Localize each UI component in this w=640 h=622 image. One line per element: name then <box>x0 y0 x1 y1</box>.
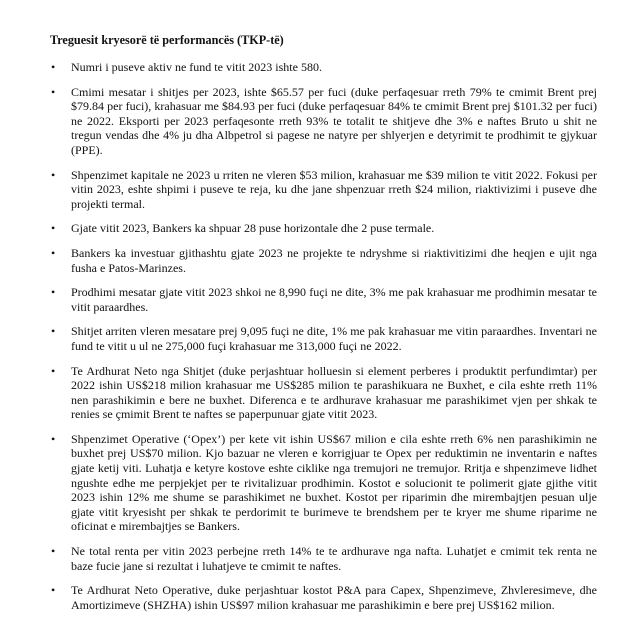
bullet-item <box>0 432 640 534</box>
bullet-text: Cmimi mesatar i shitjes per 2023, ishte $65.57 per fuci (duke perfaqesuar rreth 79% te cmimit Brent prej $79.84 per fuci), krahasuar me $84.93 per fuci (duke perfaqesuar 84% te cmimit Brent prej $101.32 per fuci) ne 2022. Eksporti per 2023 perfaqesonte rreth 93% te totalit te shitjeve dhe 3% e naftes Bruto u shit ne tregun vendas dhe 4% ju dha Albpetrol si pagese ne natyre per shlyerjen e detyrimit te prodhimit te gjykuar (PPE). <box>71 84 597 157</box>
bullet-item <box>0 583 640 612</box>
bullet-item <box>0 85 640 158</box>
bullet-text: Ne total renta per vitin 2023 perbejne rreth 14% te te ardhurave nga nafta. Luhatjet e cmimit tek renta ne baze fucie jane si rezultat i luhatjeve te cmimit te naftes. <box>71 544 597 573</box>
bullet-text: Shpenzimet Operative (‘Opex’) per kete vit ishin US$67 milion e cila eshte rreth 6% nen parashikimin ne buxhet prej US$70 milion. Kjo bazuar ne vleren e korrigjuar te Opex per reduktimin ne inventarin e naftes gjate ketij viti. Luhatja e ketyre kostove eshte ciklike nga tremujori ne tremujor. Rritja e shpenzimeve lidhet ngushte edhe me perpjekjet per te rivitalizuar prodhimin. Kostot e solucionit te polimerit gjate gjithe vitit 2023 ishin 12% me shume se parashikimet ne buxhet. Kostot per riparimin dhe mirembajtjen pesuan ulje gjate vitit kryesisht per shkak te perdorimit te burimeve te brendshem per te kryer me shume riparime ne oficinat e mirembajtjes se Bankers. <box>71 431 597 534</box>
bullet-text: Gjate vitit 2023, Bankers ka shpuar 28 puse horizontale dhe 2 puse termale. <box>71 221 435 236</box>
bullet-dot-icon: • <box>51 431 56 446</box>
bullet-dot-icon: • <box>51 363 56 378</box>
bullet-text: Shitjet arriten vleren mesatare prej 9,095 fuçi ne dite, 1% me pak krahasuar me vitin paraardhes. Inventari ne fund te vitit u ul ne 275,000 fuçi krahasuar me 313,000 fuçi ne 2022. <box>71 324 597 353</box>
bullet-item <box>0 285 640 314</box>
bullet-item <box>0 544 640 573</box>
bullet-item <box>0 168 640 212</box>
bullet-dot-icon: • <box>51 324 56 339</box>
bullet-dot-icon: • <box>51 60 56 74</box>
bullet-item <box>0 221 640 236</box>
bullet-item <box>0 324 640 353</box>
bullet-text: Te Ardhurat Neto nga Shitjet (duke perjashtuar holluesin si element perberes i produktit perfundimtar) per 2022 ishin US$218 milion krahasuar me US$285 milion te parashikuara ne Buxhet, e cila eshte rreth 11% nen parashikimin e bere ne buxhet. Diferenca e te ardhurave krahasuar me parashikimet vjen per shkak te renies se çmimit Brent te naftes se paperpunuar gjate vitit 2023. <box>71 363 597 422</box>
bullet-dot-icon: • <box>51 544 56 559</box>
bullet-item <box>0 60 640 75</box>
bullet-dot-icon: • <box>51 221 56 236</box>
bullet-text: Te Ardhurat Neto Operative, duke perjashtuar kostot P&A para Capex, Shpenzimeve, Zhvleresimeve, dhe Amortizimeve (SHZHA) ishin US$97 milion krahasuar me parashikimin e bere prej US$162 milion. <box>71 583 597 612</box>
bullet-text: Shpenzimet kapitale ne 2023 u rriten ne vleren $53 milion, krahasuar me $39 milion te vitit 2022. Fokusi per vitin 2023, eshte shpimi i puseve te reja, ku dhe jane shpenzuar rreth $24 milion, riaktivizimi i puseve dhe projekti termal. <box>71 167 597 211</box>
bullet-text: Bankers ka investuar gjithashtu gjate 2023 ne projekte te ndryshme si riaktivitizimi dhe heqjen e ujit nga fusha e Patos-Marinzes. <box>71 245 597 275</box>
bullet-dot-icon: • <box>51 84 56 99</box>
bullet-text: Prodhimi mesatar gjate vitit 2023 shkoi ne 8,990 fuçi ne dite, 3% me pak krahasuar me prodhimin mesatar te vitit paraardhes. <box>71 285 597 314</box>
kpi-bullet-list <box>0 60 640 622</box>
bullet-item <box>0 246 640 275</box>
bullet-text: Numri i puseve aktiv ne fund te vitit 2023 ishte 580. <box>71 60 322 74</box>
bullet-dot-icon: • <box>51 285 56 300</box>
bullet-dot-icon: • <box>51 245 56 260</box>
section-heading: Treguesit kryesorë të performancës (TKP-të) <box>50 33 284 47</box>
bullet-item <box>0 364 640 422</box>
bullet-dot-icon: • <box>51 167 56 182</box>
bullet-dot-icon: • <box>51 583 56 598</box>
